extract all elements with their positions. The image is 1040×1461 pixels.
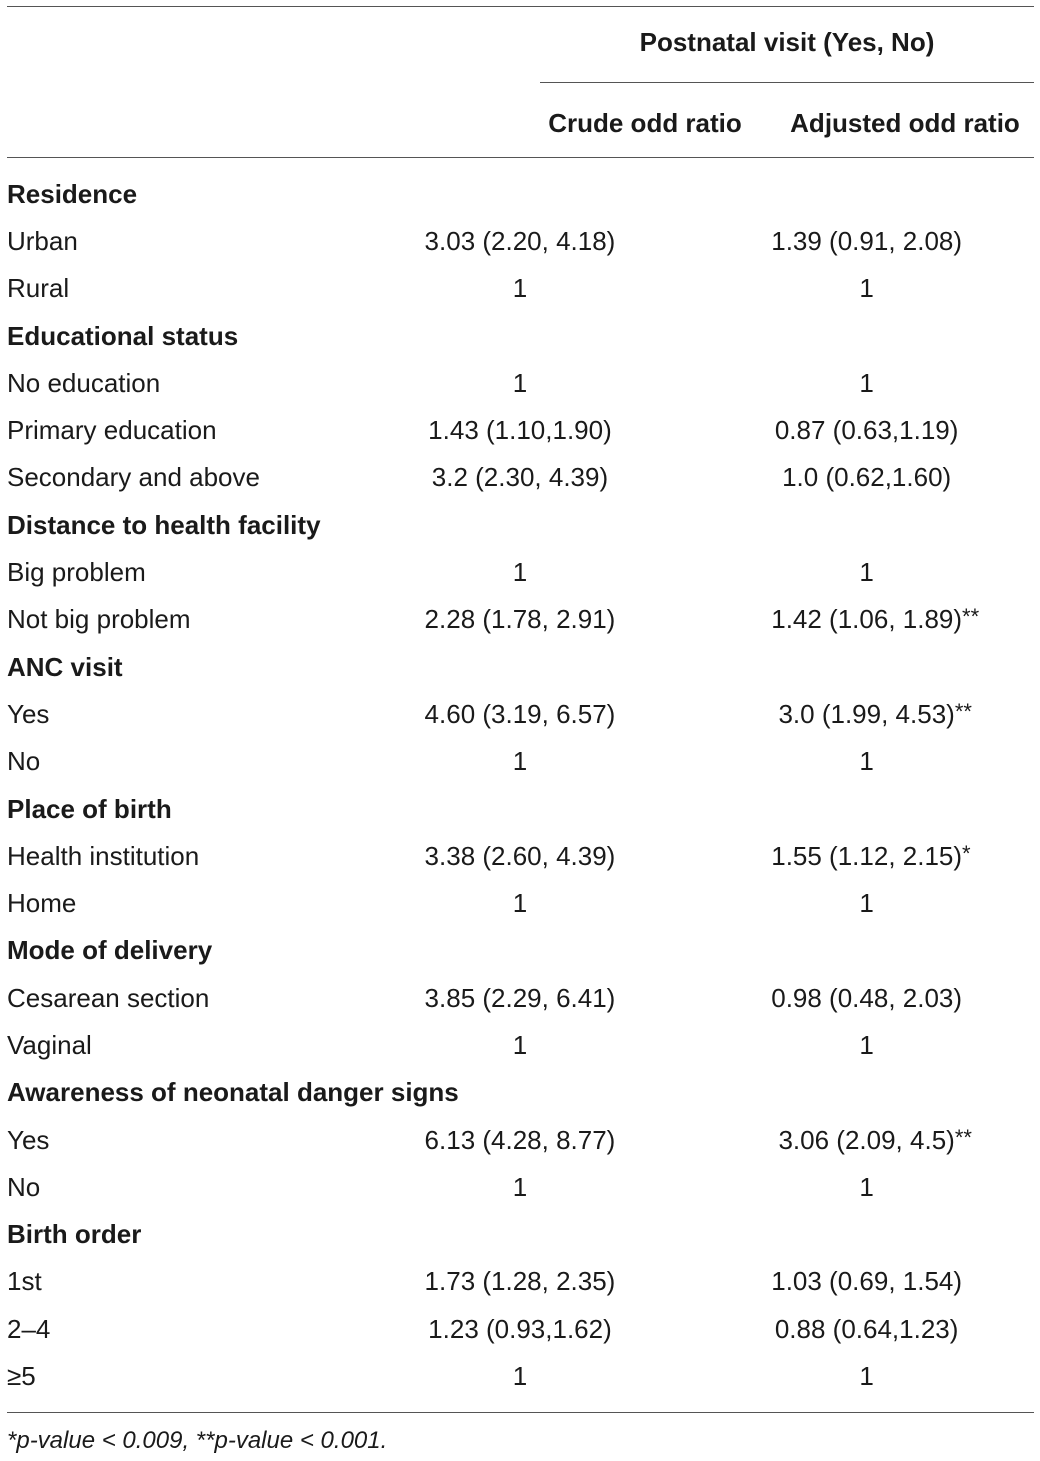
adjusted-value: 1.39 (0.91, 2.08) [771,225,963,256]
adjusted-value: 1 [859,1361,874,1392]
adjusted-odd-ratio-cell [693,1163,1040,1210]
row-label: Yes [7,698,50,729]
header-bottom-rule [7,157,1034,158]
adjusted-value-wrap [859,1030,873,1060]
adjusted-odd-ratio-cell [693,1258,1040,1305]
adjusted-value-wrap [771,226,962,256]
row-label: No education [7,367,161,398]
table-row [0,1352,1040,1399]
adjusted-value-wrap [771,1266,962,1296]
adjusted-value: 0.98 (0.48, 2.03) [771,982,963,1013]
row-label: Yes [7,1124,50,1155]
adjusted-odd-ratio-cell [693,265,1040,312]
bottom-rule [7,1412,1034,1413]
crude-odd-ratio-cell: 1 [512,888,528,919]
header-group-label: Postnatal visit (Yes, No) [639,27,935,57]
adjusted-value-wrap [771,840,971,871]
adjusted-value: 3.0 (1.99, 4.53) [778,698,955,729]
table-row [0,974,1040,1021]
adjusted-value-wrap [775,1314,959,1344]
adjusted-value: 1 [859,746,874,777]
table-row [0,832,1040,879]
adjusted-odd-ratio-cell [693,1305,1040,1352]
section-label: ANC visit [7,651,123,682]
adjusted-value-wrap [775,415,959,445]
row-label: Cesarean section [7,982,210,1013]
crude-odd-ratio-cell: 1 [512,273,528,304]
significance-marker: ** [962,604,980,630]
adjusted-value: 1 [859,1171,874,1202]
adjusted-value: 1.03 (0.69, 1.54) [771,1266,963,1297]
section-label: Distance to health facility [7,509,321,540]
significance-marker: ** [954,1124,972,1150]
table-row [0,738,1040,785]
section-row [0,312,1040,359]
row-label: Rural [7,273,70,304]
group-underline-rule [540,82,1034,83]
adjusted-value: 3.06 (2.09, 4.5) [778,1124,955,1155]
adjusted-odd-ratio-cell [693,406,1040,453]
table-row [0,690,1040,737]
top-rule [7,6,1034,7]
adjusted-value-wrap [859,273,873,303]
adjusted-odd-ratio-cell [693,879,1040,926]
row-label: 1st [7,1266,42,1297]
adjusted-odd-ratio-cell [693,832,1040,879]
adjusted-value-wrap [771,983,962,1013]
table-row [0,596,1040,643]
adjusted-value-wrap [859,1172,873,1202]
adjusted-value-wrap [859,1361,873,1391]
adjusted-odd-ratio-cell [693,359,1040,406]
table-row [0,548,1040,595]
adjusted-value: 1.42 (1.06, 1.89) [771,604,963,635]
adjusted-value-wrap [778,698,972,729]
crude-odd-ratio-cell: 3.85 (2.29, 6.41) [424,982,616,1013]
section-label: Educational status [7,320,239,351]
section-label: Mode of delivery [7,935,213,966]
row-label: No [7,1171,41,1202]
row-label: No [7,746,41,777]
adjusted-odd-ratio-cell [693,690,1040,737]
adjusted-value-wrap [859,368,873,398]
table-body [0,170,1040,1400]
section-row [0,785,1040,832]
section-row [0,170,1040,217]
adjusted-value: 0.88 (0.64,1.23) [774,1313,959,1344]
row-label: 2–4 [7,1313,51,1344]
section-row [0,927,1040,974]
adjusted-odd-ratio-cell [693,454,1040,501]
section-label: Place of birth [7,793,172,824]
footnote: *p-value < 0.009, **p-value < 0.001. [7,1427,388,1454]
adjusted-value: 1.55 (1.12, 2.15) [771,840,963,871]
adjusted-value: 0.87 (0.63,1.19) [774,415,959,446]
table-row [0,1305,1040,1352]
section-label: Birth order [7,1219,142,1250]
significance-marker: ** [954,698,972,724]
adjusted-value: 1 [859,367,874,398]
header-crude-odd-ratio: Crude odd ratio [548,108,742,138]
odds-ratio-table [0,170,1040,1400]
section-row [0,501,1040,548]
section-label: Residence [7,178,138,209]
row-label: Primary education [7,415,217,446]
adjusted-odd-ratio-cell [693,217,1040,264]
crude-odd-ratio-cell: 1 [512,367,528,398]
adjusted-odd-ratio-cell [693,974,1040,1021]
crude-odd-ratio-cell: 1 [512,557,528,588]
crude-odd-ratio-cell: 1.23 (0.93,1.62) [428,1313,612,1344]
header-adjusted-odd-ratio: Adjusted odd ratio [790,108,1020,138]
crude-odd-ratio-cell: 4.60 (3.19, 6.57) [424,698,616,729]
table-row [0,879,1040,926]
adjusted-odd-ratio-cell [693,1116,1040,1163]
crude-odd-ratio-cell: 1 [512,1361,528,1392]
adjusted-value: 1.0 (0.62,1.60) [782,462,952,493]
adjusted-odd-ratio-cell [693,596,1040,643]
table-row [0,1163,1040,1210]
crude-odd-ratio-cell: 1.43 (1.10,1.90) [428,415,612,446]
crude-odd-ratio-cell: 1.73 (1.28, 2.35) [424,1266,616,1297]
table-row [0,217,1040,264]
row-label: Not big problem [7,604,191,635]
adjusted-odd-ratio-cell [693,1021,1040,1068]
adjusted-odd-ratio-cell [693,548,1040,595]
section-row [0,643,1040,690]
table-row [0,1021,1040,1068]
row-label: Big problem [7,557,146,588]
adjusted-value: 1 [859,273,874,304]
adjusted-value-wrap [771,604,980,635]
adjusted-value-wrap [859,888,873,918]
adjusted-value-wrap [782,462,951,492]
adjusted-value-wrap [859,746,873,776]
crude-odd-ratio-cell: 6.13 (4.28, 8.77) [424,1124,616,1155]
adjusted-odd-ratio-cell [693,1352,1040,1399]
crude-odd-ratio-cell: 3.2 (2.30, 4.39) [431,462,609,493]
significance-marker: * [962,840,971,866]
table-row [0,265,1040,312]
table-row [0,359,1040,406]
adjusted-value-wrap [859,557,873,587]
crude-odd-ratio-cell: 1 [512,746,528,777]
adjusted-odd-ratio-cell [693,738,1040,785]
table-row [0,454,1040,501]
crude-odd-ratio-cell: 1 [512,1029,528,1060]
crude-odd-ratio-cell: 1 [512,1171,528,1202]
table-row [0,406,1040,453]
crude-odd-ratio-cell: 3.03 (2.20, 4.18) [424,225,616,256]
adjusted-value: 1 [859,1029,874,1060]
adjusted-value: 1 [859,557,874,588]
crude-odd-ratio-cell: 2.28 (1.78, 2.91) [424,604,616,635]
row-label: Home [7,888,77,919]
table-row [0,1116,1040,1163]
section-row [0,1211,1040,1258]
row-label: Urban [7,225,78,256]
adjusted-value: 1 [859,888,874,919]
row-label: Health institution [7,840,200,871]
adjusted-value-wrap [778,1124,972,1155]
row-label: Secondary and above [7,462,260,493]
section-row [0,1069,1040,1116]
row-label: Vaginal [7,1029,92,1060]
row-label: ≥5 [7,1361,36,1392]
crude-odd-ratio-cell: 3.38 (2.60, 4.39) [424,840,616,871]
table-row [0,1258,1040,1305]
section-label: Awareness of neonatal danger signs [7,1077,459,1108]
